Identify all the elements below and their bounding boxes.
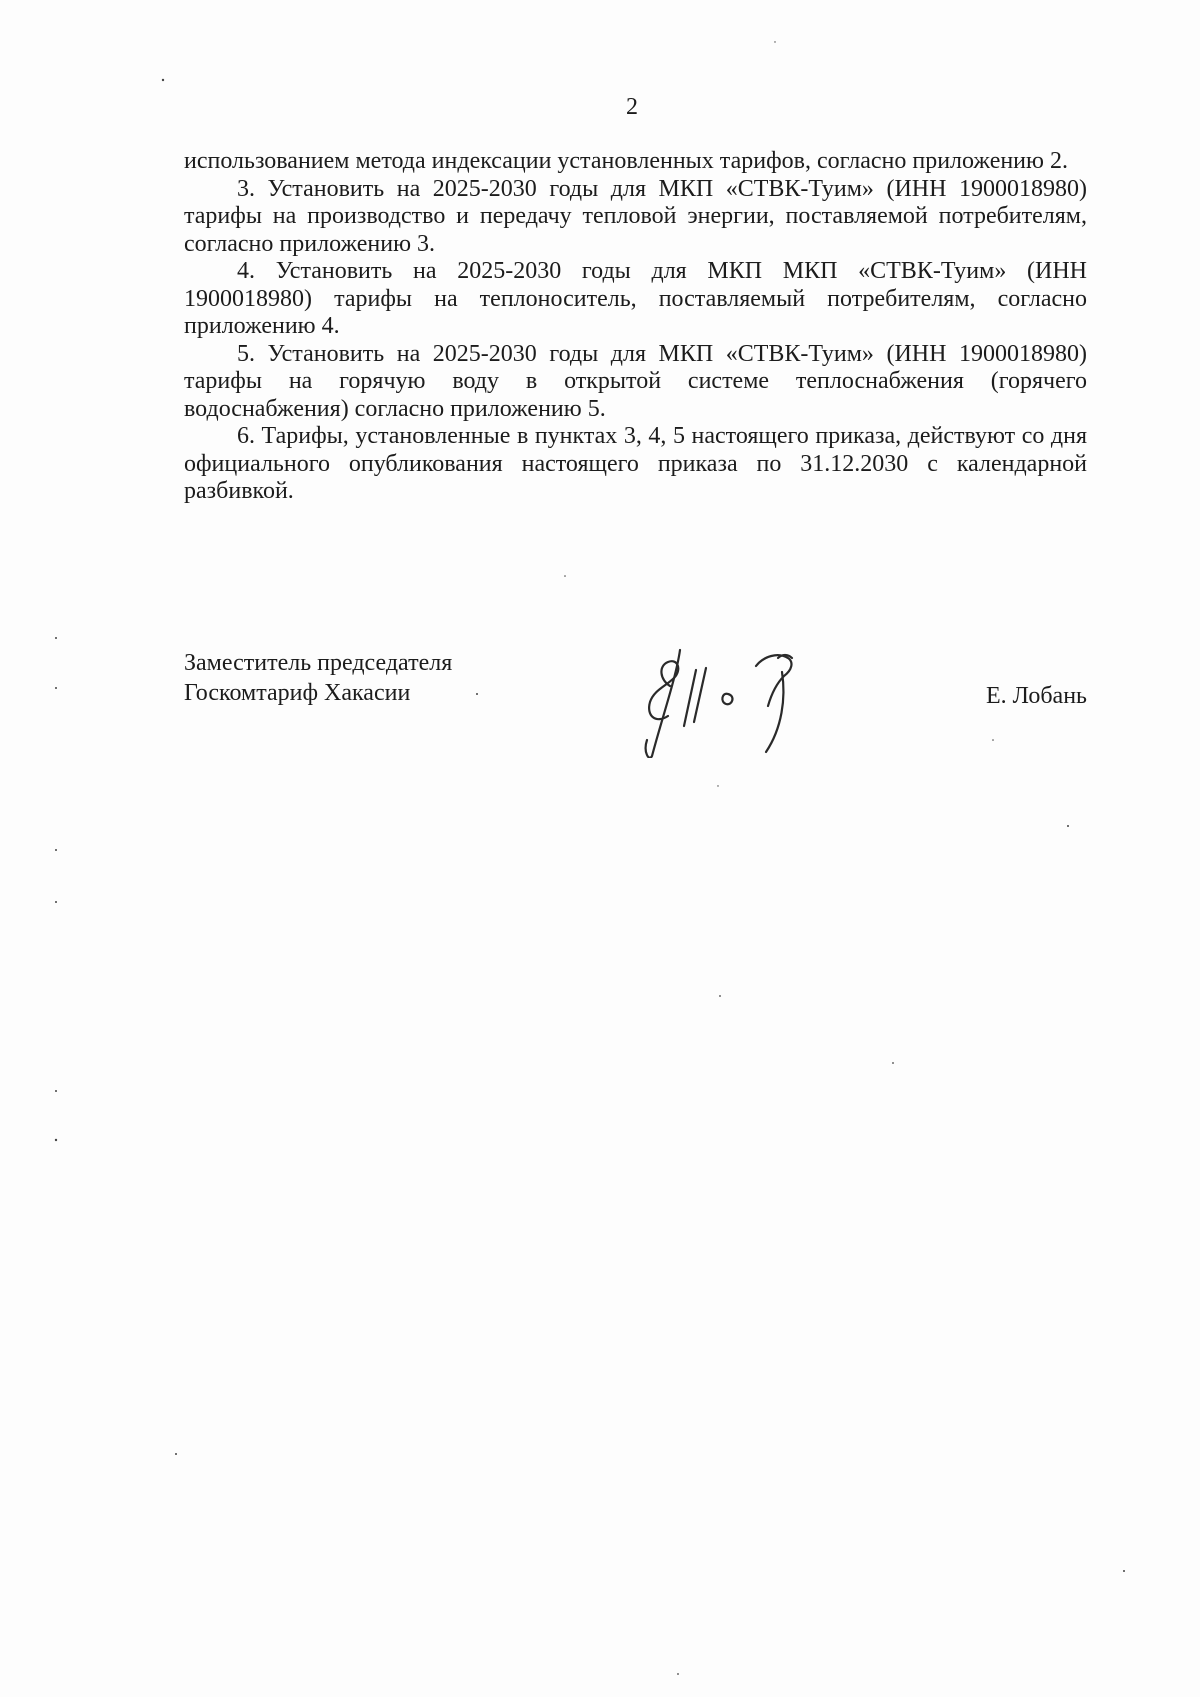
signatory-name: Е. Лобань: [986, 683, 1087, 709]
signatory-title: [184, 648, 452, 708]
document-body: [184, 148, 1087, 506]
paragraph-item-3: 3. Установить на 2025-2030 годы для МКП «СТВК-Туим» (ИНН 1900018980) тарифы на производство и передачу тепловой энергии, поставляемой потребителям, согласно приложению 3.: [184, 175, 1087, 257]
paragraph-item-5: 5. Установить на 2025-2030 годы для МКП «СТВК-Туим» (ИНН 1900018980) тарифы на горячую воду в открытой системе теплоснабжения (горячего водоснабжения) согласно приложению 5.: [184, 340, 1087, 422]
page-number: 2: [626, 94, 638, 120]
signature-block: [184, 648, 1087, 748]
handwritten-signature-icon: [632, 628, 822, 758]
paragraph-item-4: 4. Установить на 2025-2030 годы для МКП МКП «СТВК-Туим» (ИНН 1900018980) тарифы на теплоноситель, поставляемый потребителям, согласно приложению 4.: [184, 258, 1087, 339]
paragraph-continuation: использованием метода индексации установленных тарифов, согласно приложению 2.: [184, 148, 1068, 174]
paragraph-item-6: 6. Тарифы, установленные в пунктах 3, 4, 5 настоящего приказа, действуют со дня официального опубликования настоящего приказа по 31.12.2030 с календарной разбивкой.: [184, 423, 1087, 504]
signatory-title-line-1: Заместитель председателя: [184, 650, 453, 676]
signatory-title-line-2: Госкомтариф Хакасии: [184, 680, 411, 706]
